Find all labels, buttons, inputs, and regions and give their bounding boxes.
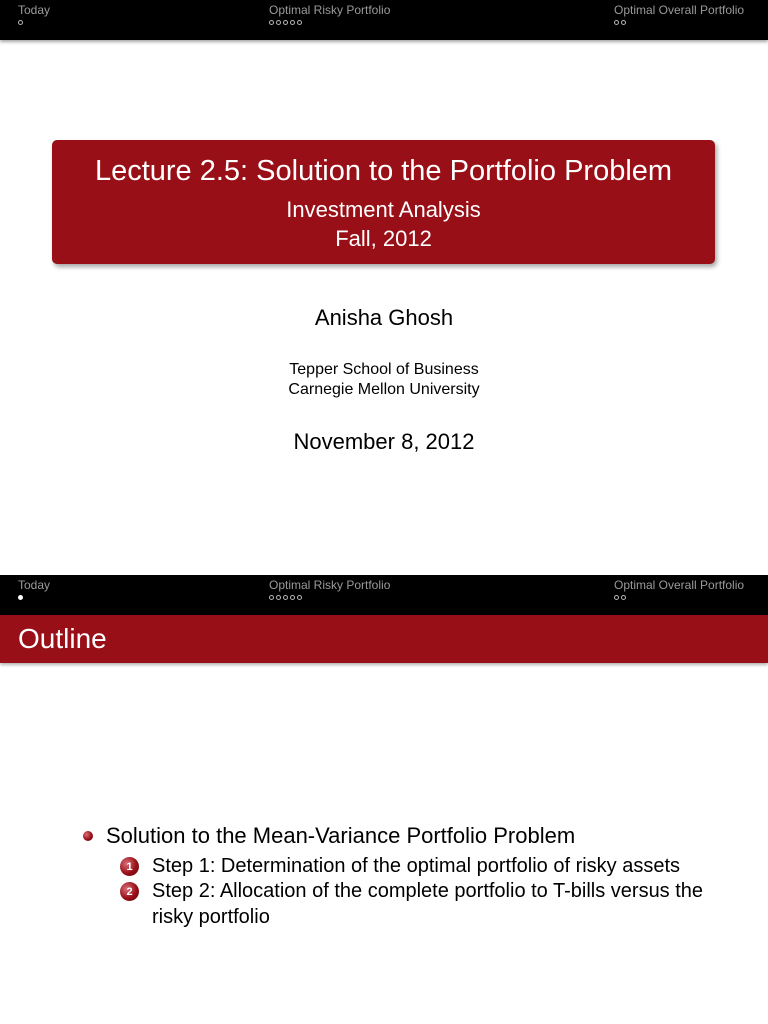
nav-dot-current[interactable] xyxy=(18,595,23,600)
presentation-date: November 8, 2012 xyxy=(293,429,475,454)
outline-step-2 xyxy=(120,878,720,930)
outline-bullet xyxy=(83,821,575,851)
nav-section-optimal-risky-portfolio[interactable] xyxy=(269,578,390,600)
nav-dots xyxy=(18,595,50,600)
institute-line-2: Carnegie Mellon University xyxy=(288,381,480,398)
nav-section-label: Optimal Risky Portfolio xyxy=(269,3,391,17)
nav-section-label: Today xyxy=(18,578,51,592)
nav-section-today[interactable] xyxy=(18,3,50,25)
author-name: Anisha Ghosh xyxy=(314,305,454,330)
nav-section-label: Optimal Overall Portfolio xyxy=(614,578,745,592)
number-ball-icon: 1 xyxy=(120,857,139,876)
nav-dots xyxy=(18,20,50,25)
frame-title-bar xyxy=(0,615,768,663)
nav-dot[interactable] xyxy=(276,20,281,25)
nav-section-today[interactable] xyxy=(18,578,50,600)
nav-dot[interactable] xyxy=(269,595,274,600)
nav-section-optimal-risky-portfolio[interactable] xyxy=(269,3,390,25)
bullet-text: Solution to the Mean-Variance Portfolio Problem xyxy=(106,823,576,848)
nav-dots xyxy=(269,595,390,600)
number-ball-icon: 2 xyxy=(120,882,139,901)
nav-dot[interactable] xyxy=(290,20,295,25)
nav-section-label: Optimal Risky Portfolio xyxy=(269,578,391,592)
nav-dot[interactable] xyxy=(614,595,619,600)
nav-dot[interactable] xyxy=(297,595,302,600)
frame-title: Outline xyxy=(18,623,107,654)
nav-dot[interactable] xyxy=(290,595,295,600)
institute xyxy=(0,360,768,400)
nav-dots xyxy=(614,595,744,600)
nav-dot[interactable] xyxy=(283,595,288,600)
term-subtitle: Fall, 2012 xyxy=(335,226,432,251)
outline-slide xyxy=(0,575,768,1024)
bullet-ball-icon xyxy=(83,831,93,841)
lecture-title: Lecture 2.5: Solution to the Portfolio Problem xyxy=(94,155,673,187)
nav-section-label: Optimal Overall Portfolio xyxy=(614,3,745,17)
nav-dot[interactable] xyxy=(614,20,619,25)
step-text: Step 2: Allocation of the complete portfolio to T-bills versus the risky portfolio xyxy=(152,880,704,928)
course-subtitle: Investment Analysis xyxy=(286,197,481,222)
outline-step-1 xyxy=(120,853,720,879)
step-text: Step 1: Determination of the optimal portfolio of risky assets xyxy=(152,855,681,877)
nav-dot[interactable] xyxy=(297,20,302,25)
title-block xyxy=(52,140,715,264)
nav-dot[interactable] xyxy=(621,20,626,25)
nav-dot[interactable] xyxy=(276,595,281,600)
institute-line-1: Tepper School of Business xyxy=(289,361,479,378)
nav-section-label: Today xyxy=(18,3,51,17)
nav-dot[interactable] xyxy=(621,595,626,600)
navigation-bar xyxy=(0,575,768,615)
nav-dots xyxy=(269,20,390,25)
nav-dot[interactable] xyxy=(283,20,288,25)
nav-dots xyxy=(614,20,744,25)
nav-section-optimal-overall-portfolio[interactable] xyxy=(614,3,744,25)
nav-dot[interactable] xyxy=(18,20,23,25)
navigation-bar xyxy=(0,0,768,40)
nav-dot[interactable] xyxy=(269,20,274,25)
nav-section-optimal-overall-portfolio[interactable] xyxy=(614,578,744,600)
